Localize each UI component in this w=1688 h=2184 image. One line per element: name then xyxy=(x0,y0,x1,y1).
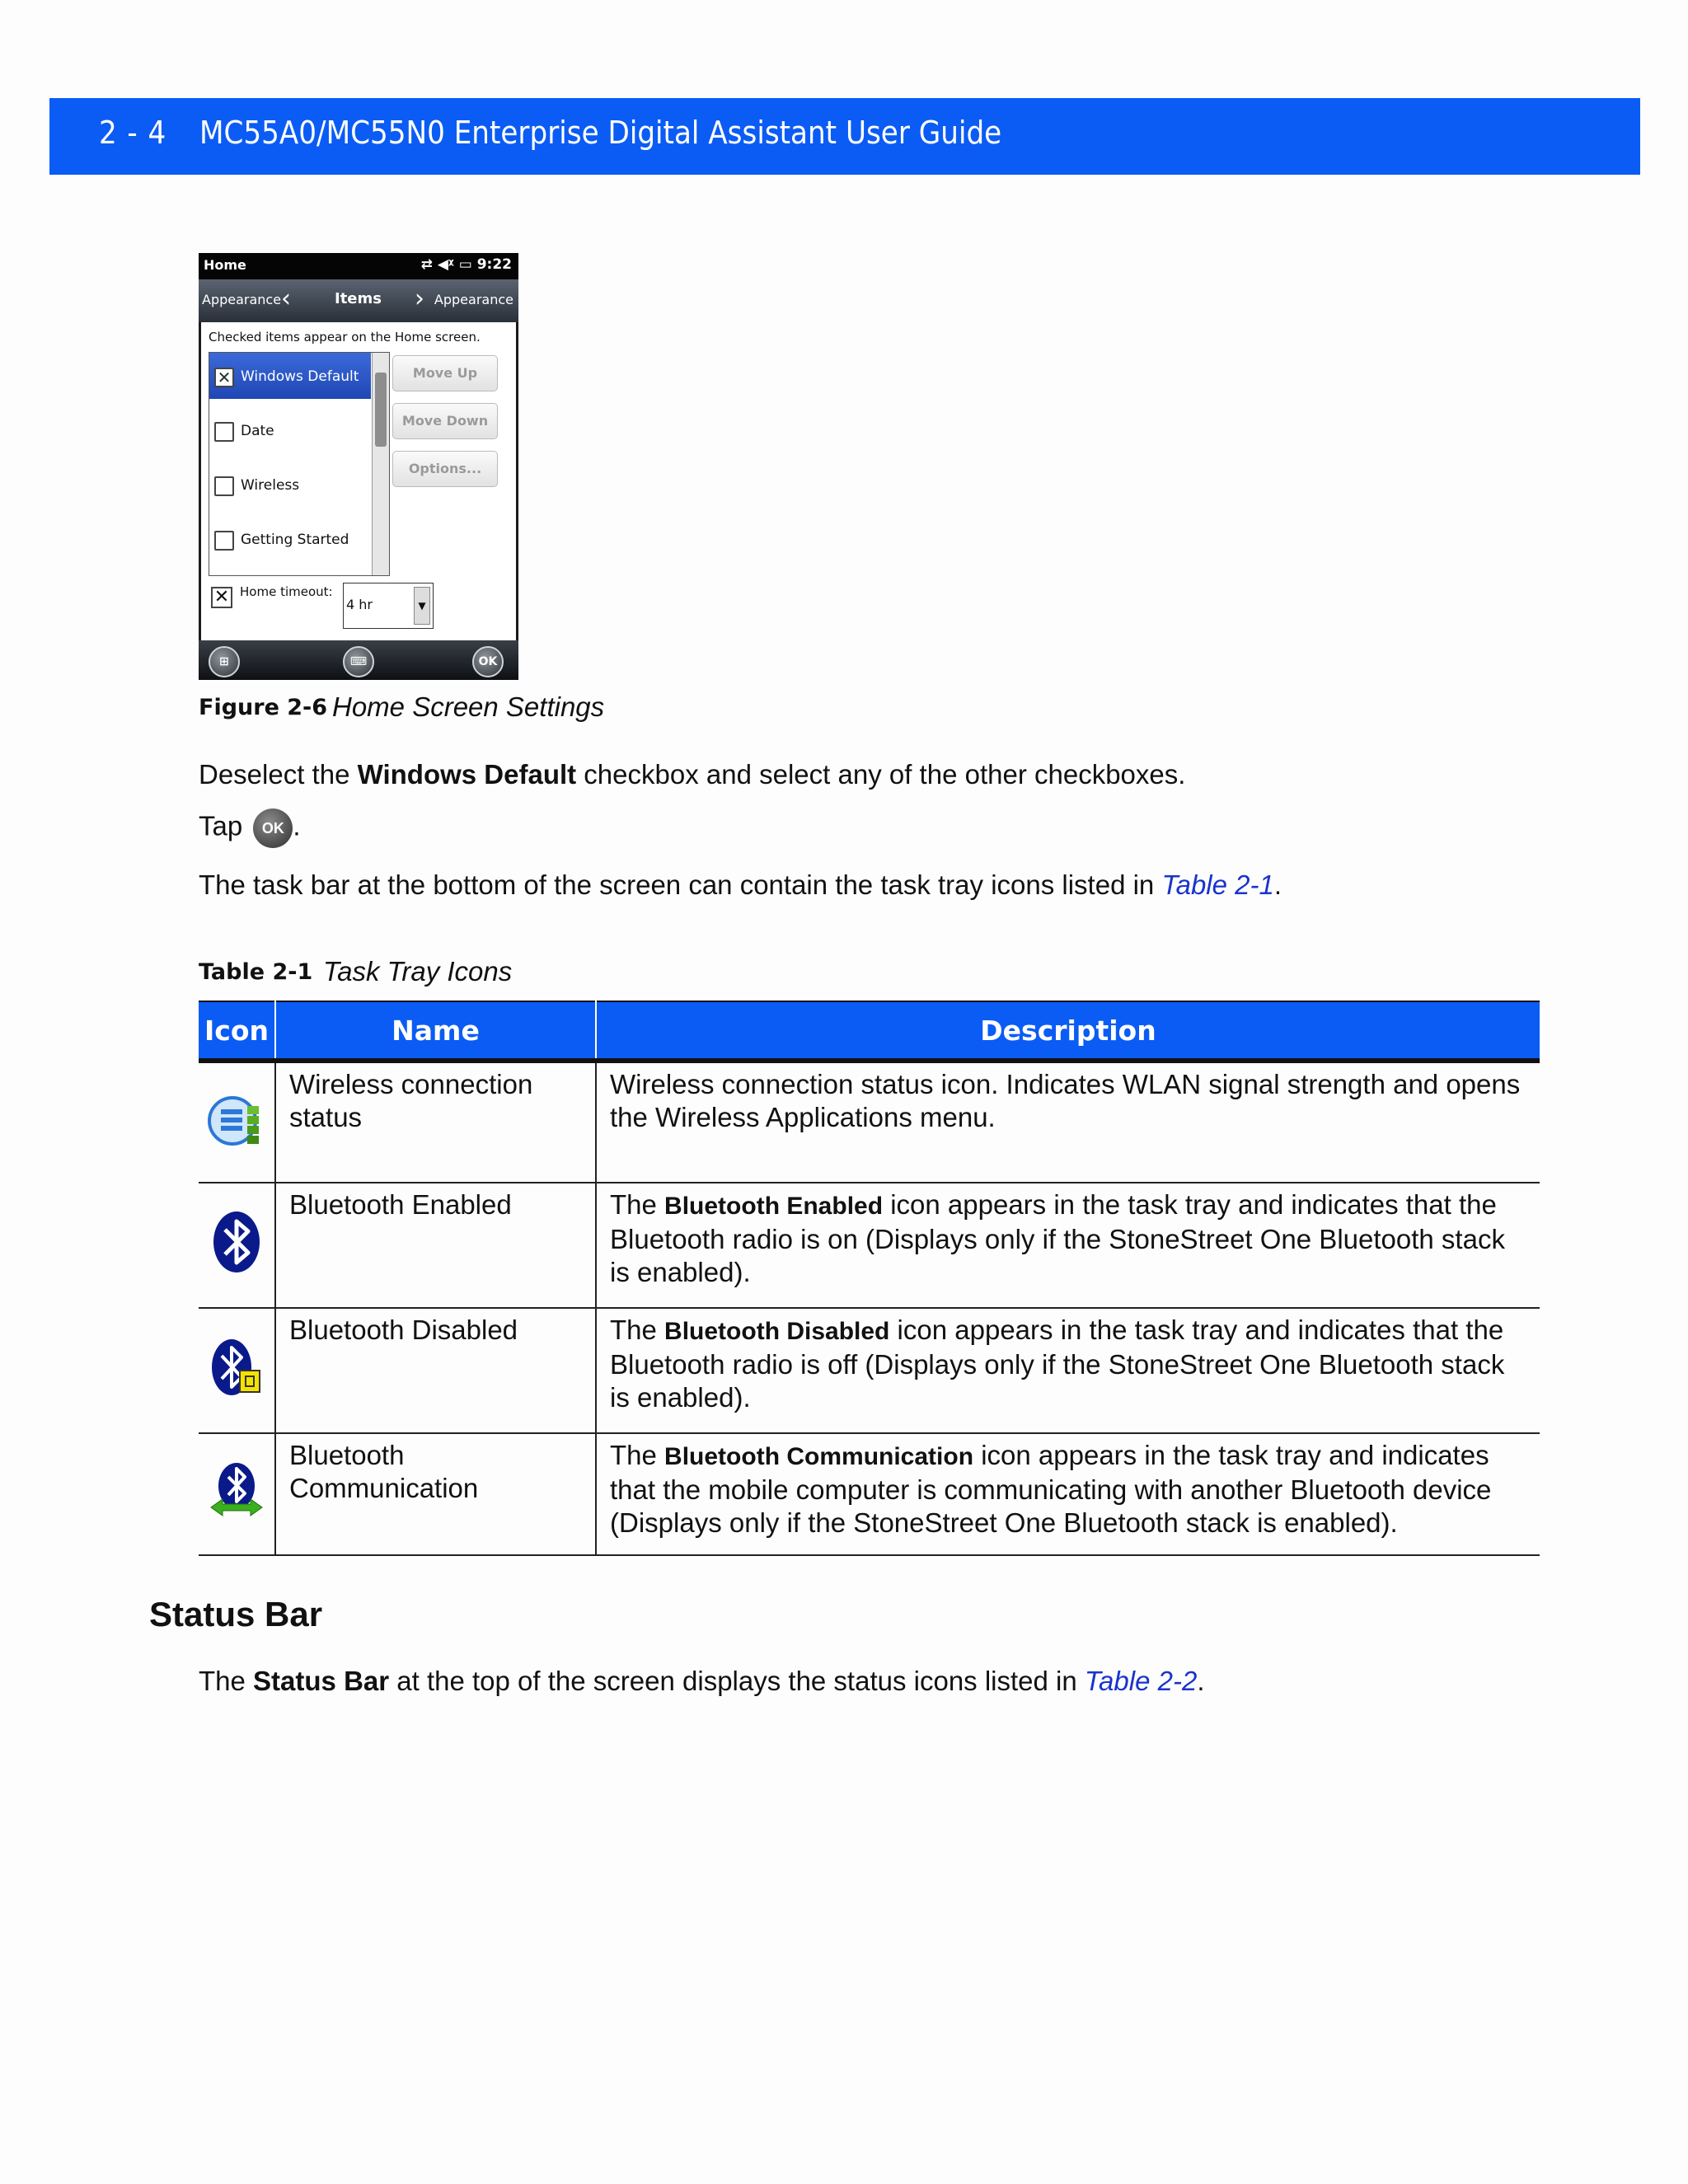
header-name: Name xyxy=(275,1001,596,1061)
text: The xyxy=(610,1189,665,1220)
table-row xyxy=(199,1433,1540,1555)
text: . xyxy=(1273,869,1282,900)
text: icon appears in the task tray and indicates that the mobile computer is communicating with another Bluetooth device (Displays only if the StoneStreet One Bluetooth stack is enabled). xyxy=(610,1440,1492,1538)
device-screenshot xyxy=(199,253,518,680)
icon-cell xyxy=(199,1183,275,1308)
icon-cell xyxy=(199,1308,275,1433)
ok-icon: OK xyxy=(253,808,293,848)
nav-left-label[interactable]: Appearance xyxy=(202,292,282,307)
table-caption xyxy=(199,959,312,985)
text: The xyxy=(610,1315,665,1345)
list-item[interactable] xyxy=(209,407,371,453)
battery-icon: ▭ xyxy=(458,256,472,273)
header-description: Description xyxy=(596,1001,1540,1061)
list-item-label: Date xyxy=(241,423,274,439)
description-cell xyxy=(596,1433,1540,1555)
name-cell: Wireless connection status xyxy=(275,1061,596,1183)
checkbox[interactable] xyxy=(214,422,234,442)
ok-button[interactable]: OK xyxy=(472,646,504,677)
windows-start-icon[interactable]: ⊞ xyxy=(209,646,240,677)
instruction-tap: Tap OK . xyxy=(199,808,301,848)
bold-text: Bluetooth Communication xyxy=(664,1443,974,1470)
table-link[interactable]: Table 2-1 xyxy=(1161,869,1274,900)
text: checkbox and select any of the other checkboxes. xyxy=(576,759,1186,790)
bold-text: Bluetooth Disabled xyxy=(664,1318,890,1345)
device-status-bar xyxy=(199,253,518,279)
text: at the top of the screen displays the status icons listed in xyxy=(389,1666,1085,1696)
nav-right-label[interactable]: Appearance xyxy=(434,292,513,307)
list-item-label: Wireless xyxy=(241,477,300,494)
page-number: 2 - 4 xyxy=(99,115,167,151)
checkbox[interactable] xyxy=(214,476,234,496)
text: Tap xyxy=(199,810,243,841)
chevron-right-icon[interactable]: › xyxy=(415,284,424,313)
instruction-deselect xyxy=(199,759,1185,790)
table-row xyxy=(199,1308,1540,1433)
table-link[interactable]: Table 2-2 xyxy=(1084,1666,1198,1696)
move-down-button[interactable]: Move Down xyxy=(392,403,498,439)
text: icon appears in the task tray and indicates that the Bluetooth radio is on (Displays only if the StoneStreet One Bluetooth stack is enabled). xyxy=(610,1189,1505,1287)
home-timeout-label: Home timeout: xyxy=(240,584,333,599)
home-items-list xyxy=(209,352,390,576)
keyboard-icon[interactable]: ⌨ xyxy=(343,646,374,677)
nav-center-title: Items xyxy=(335,290,382,307)
list-scrollbar[interactable] xyxy=(372,353,389,575)
text: The task bar at the bottom of the screen can contain the task tray icons listed in xyxy=(199,869,1162,900)
device-nav-bar xyxy=(199,279,518,322)
section-heading-status-bar: Status Bar xyxy=(149,1595,323,1633)
bluetooth-disabled-icon xyxy=(210,1338,263,1397)
chevron-left-icon[interactable]: ‹ xyxy=(281,284,291,313)
table-title: Task Tray Icons xyxy=(323,956,513,987)
device-hint: Checked items appear on the Home screen. xyxy=(209,330,481,344)
bluetooth-communication-icon xyxy=(208,1461,265,1521)
figure-caption xyxy=(199,695,327,720)
speaker-muted-icon: ◀ᵡ xyxy=(437,256,454,273)
icon-cell xyxy=(199,1433,275,1555)
home-timeout-checkbox[interactable]: ✕ xyxy=(211,587,232,608)
device-soft-key-bar xyxy=(199,640,518,680)
description-cell xyxy=(596,1183,1540,1308)
figure-label: Figure 2-6 xyxy=(199,695,328,720)
text: Wireless connection status icon. Indicates WLAN signal strength and opens the Wireless Applications menu. xyxy=(610,1069,1521,1132)
bold-text: Status Bar xyxy=(253,1666,390,1696)
page-header xyxy=(49,98,1640,175)
connectivity-icon: ⇄ xyxy=(420,256,433,273)
task-tray-icons-table xyxy=(199,1001,1540,1556)
status-bar-paragraph xyxy=(199,1666,1204,1697)
device-time: 9:22 xyxy=(476,256,512,273)
description-cell xyxy=(596,1061,1540,1183)
checkbox-checked[interactable]: ✕ xyxy=(214,368,234,387)
table-row xyxy=(199,1183,1540,1308)
dropdown-arrow-icon[interactable]: ▼ xyxy=(414,587,430,625)
move-up-button[interactable]: Move Up xyxy=(392,355,498,391)
description-cell xyxy=(596,1308,1540,1433)
header-icon: Icon xyxy=(199,1001,275,1061)
list-item[interactable] xyxy=(209,516,371,562)
options-button[interactable]: Options... xyxy=(392,451,498,487)
scroll-thumb[interactable] xyxy=(375,373,387,447)
text: The xyxy=(610,1440,665,1470)
list-item[interactable] xyxy=(209,462,371,508)
device-status-title: Home xyxy=(204,257,246,273)
table-row xyxy=(199,1061,1540,1183)
text: . xyxy=(1197,1666,1205,1696)
guide-title: MC55A0/MC55N0 Enterprise Digital Assistant User Guide xyxy=(199,115,1002,151)
list-item[interactable] xyxy=(209,353,371,399)
icon-cell xyxy=(199,1061,275,1183)
device-status-icons xyxy=(421,256,512,273)
figure-title: Home Screen Settings xyxy=(332,691,605,722)
wireless-connection-icon xyxy=(208,1090,265,1149)
list-item-label: Getting Started xyxy=(241,532,349,548)
instruction-taskbar xyxy=(199,869,1282,901)
bold-text: Windows Default xyxy=(357,759,577,790)
table-label: Table 2-1 xyxy=(199,959,313,985)
device-body xyxy=(201,322,516,640)
text: The xyxy=(199,1666,254,1696)
name-cell: Bluetooth Enabled xyxy=(275,1183,596,1308)
table-header-row xyxy=(199,1001,1540,1061)
name-cell: Bluetooth Disabled xyxy=(275,1308,596,1433)
text: icon appears in the task tray and indicates that the Bluetooth radio is off (Displays only if the StoneStreet One Bluetooth stack is enabled). xyxy=(610,1315,1505,1413)
name-cell: Bluetooth Communication xyxy=(275,1433,596,1555)
text: Deselect the xyxy=(199,759,358,790)
home-timeout-value: 4 hr xyxy=(346,597,373,612)
list-item-label: Windows Default xyxy=(241,368,359,385)
bluetooth-enabled-icon xyxy=(212,1210,261,1274)
checkbox[interactable] xyxy=(214,531,234,551)
bold-text: Bluetooth Enabled xyxy=(664,1193,884,1220)
home-timeout-select[interactable] xyxy=(343,583,434,629)
